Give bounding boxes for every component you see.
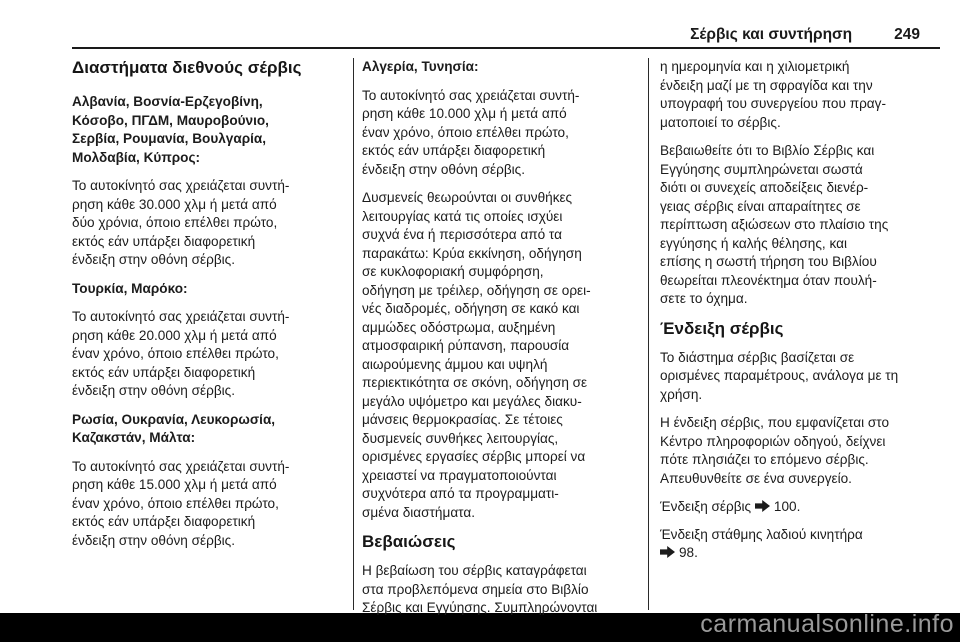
adverse-conditions-paragraph: Δυσμενείς θεωρούνται οι συνθήκες λειτουργίας κατά τις οποίες ισχύει συχνά ένα ή περισσότερα από τα παρακάτω: Κρύα εκκίνηση, οδήγηση σε κυκλοφοριακή συμφόρηση, οδήγηση με τρέιλερ, οδήγηση σε ορει- νές διαδρομές, οδήγηση σε κακό και αμμώδες οδόστρωμα, αυξημένη ατμοσφαιρική ρύπανση, παρουσία αιωρούμενης άμμου και υψηλή περιεκτικότητα σε σκόνη, οδήγηση σε μεγάλο υψόμετρο και μεγάλες διακυ- μάνσεις θερμοκρασίας. Σε τέτοιες δυσμενείς συνθήκες λειτουργίας, ορισμένες εργασίες σέρβις μπορεί να χρειαστεί να πραγματοποιούνται συχνότερα από τα προγραμματι- σμένα διαστήματα. bbox=[362, 190, 591, 520]
page-header-title: Σέρβις και συντήρηση bbox=[690, 26, 853, 43]
column-separator-2 bbox=[648, 58, 649, 610]
country-group-2-interval-text: Το αυτοκίνητό σας χρειάζεται συντή- ρηση κάθε 20.000 χλμ ή μετά από έναν χρόνο, όποιο επέλθει πρώτο, εκτός εάν υπάρξει διαφορετική ένδειξη στην οθόνη σέρβις. bbox=[72, 309, 290, 398]
country-group-2: Τουρκία, Μαρόκο: bbox=[72, 280, 188, 296]
cross-reference-service-display bbox=[660, 498, 938, 518]
cross-reference-label: Ένδειξη σέρβις bbox=[660, 499, 752, 514]
column-2 bbox=[362, 58, 640, 628]
page-reference-arrow-icon bbox=[660, 545, 675, 564]
service-display-paragraph: Η ένδειξη σέρβις, που εμφανίζεται στο Κέντρο πληροφοριών οδηγού, δείχνει πότε πλησιάζει το επόμενο σέρβις. Απευθυνθείτε σε ένα συνεργείο. bbox=[660, 415, 890, 486]
cross-reference-page: 100. bbox=[773, 499, 801, 514]
certifications-paragraph-continued: η ημερομηνία και η χιλιομετρική ένδειξη μαζί με τη σφραγίδα και την υπογραφή του συνεργείου που πραγ- ματοποιεί το σέρβις. bbox=[660, 59, 886, 130]
service-interval-paragraph: Το διάστημα σέρβις βασίζεται σε ορισμένες παραμέτρους, ανάλογα με τη χρήση. bbox=[660, 349, 899, 402]
country-group-4-interval-text: Το αυτοκίνητό σας χρειάζεται συντή- ρηση κάθε 10.000 χλμ ή μετά από έναν χρόνο, όποιο επέλθει πρώτο, εκτός εάν υπάρξει διαφορετική ένδειξη στην οθόνη σέρβις. bbox=[362, 87, 580, 177]
country-group-1: Αλβανία, Βοσνία-Ερζεγοβίνη, Κόσοβο, ΠΓΔΜ, Μαυροβούνιο, Σερβία, Ρουμανία, Βουλγαρία, Μολδαβία, Κύπρος: bbox=[72, 94, 269, 165]
header-rule bbox=[72, 47, 940, 49]
country-group-1-interval-text: Το αυτοκίνητό σας χρειάζεται συντή- ρηση κάθε 30.000 χλμ ή μετά από δύο χρόνια, όποιο επέλθει πρώτο, εκτός εάν υπάρξει διαφορετική ένδειξη στην οθόνη σέρβις. bbox=[72, 178, 290, 267]
column-1 bbox=[72, 58, 350, 560]
country-group-3: Ρωσία, Ουκρανία, Λευκορωσία, Καζακστάν, Μάλτα: bbox=[72, 411, 276, 445]
country-group-4: Αλγερία, Τυνησία: bbox=[362, 59, 479, 74]
cross-reference-label: Ένδειξη στάθμης λαδιού κινητήρα bbox=[660, 526, 863, 542]
cross-reference-oil-level-display bbox=[660, 526, 938, 564]
country-group-3-interval-text: Το αυτοκίνητό σας χρειάζεται συντή- ρηση κάθε 15.000 χλμ ή μετά από έναν χρόνο, όποιο επέλθει πρώτο, εκτός εάν υπάρξει διαφορετική ένδειξη στην οθόνη σέρβις. bbox=[72, 458, 290, 548]
section-heading-service-display: Ένδειξη σέρβις bbox=[660, 318, 784, 338]
page-number: 249 bbox=[894, 26, 920, 43]
cross-reference-page: 98. bbox=[679, 545, 698, 560]
service-booklet-paragraph: Βεβαιωθείτε ότι το Βιβλίο Σέρβις και Εγγύησης συμπληρώνεται σωστά διότι οι συνεχείς αποδείξεις διενέρ- γειας σέρβις είναι απαραίτητες σε περίπτωση αξιώσεων στο πλαίσιο της εγγύησης ή καλής θέλησης, και επίσης η σωστή τήρηση του Βιβλίου θεωρείται πλεονέκτημα όταν πουλή- σετε το όχημα. bbox=[660, 143, 889, 306]
section-heading-certifications: Βεβαιώσεις bbox=[362, 532, 456, 551]
certifications-paragraph: Η βεβαίωση του σέρβις καταγράφεται στα προβλεπόμενα σημεία στο Βιβλίο Σέρβις και Εγγύησης. Συμπληρώνονται bbox=[362, 563, 598, 615]
watermark-text: carmanualsonline.info bbox=[700, 610, 954, 638]
column-3 bbox=[660, 58, 938, 572]
page-header bbox=[72, 26, 940, 44]
page-reference-arrow-icon bbox=[755, 499, 770, 518]
section-heading-service-intervals: Διαστήματα διεθνούς σέρβις bbox=[72, 58, 302, 77]
column-separator-1 bbox=[353, 58, 354, 610]
